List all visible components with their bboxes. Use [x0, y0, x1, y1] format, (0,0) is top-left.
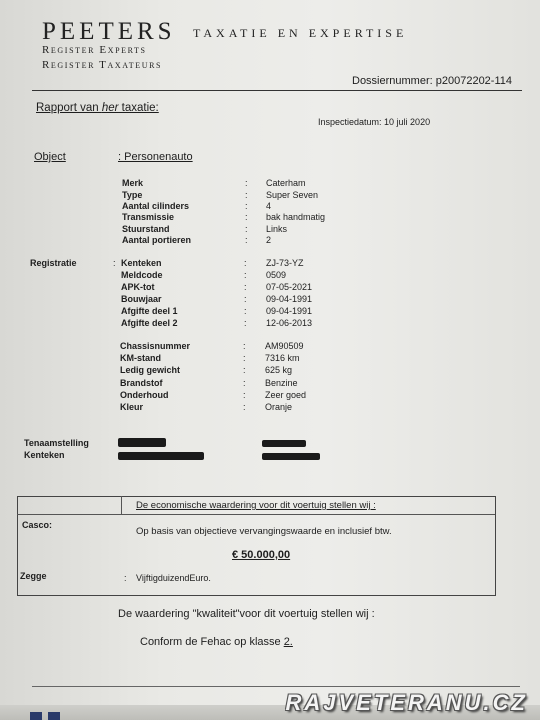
- field-colon: :: [245, 235, 248, 245]
- field-value: 07-05-2021: [266, 282, 313, 292]
- redaction-block: [118, 452, 204, 460]
- field-label: Afgifte deel 2: [121, 318, 178, 328]
- field-colon: :: [245, 224, 248, 234]
- zegge-colon: :: [124, 573, 127, 583]
- field-label: Meldcode: [121, 270, 163, 280]
- company-tagline: TAXATIE EN EXPERTISE: [193, 26, 408, 40]
- field-colon: :: [244, 318, 247, 328]
- field-label: Brandstof: [120, 378, 163, 388]
- field-colon: :: [244, 294, 247, 304]
- field-value: Benzine: [265, 378, 298, 388]
- field-label: Chassisnummer: [120, 341, 191, 351]
- field-value: 12-06-2013: [266, 318, 313, 328]
- watermark: RAJVETERANU.CZ: [285, 690, 528, 715]
- field-label: KM-stand: [120, 353, 161, 363]
- quality-class: Conform de Fehac op klasse 2.: [140, 636, 293, 648]
- field-colon: :: [245, 201, 248, 211]
- field-label: Stuurstand: [122, 224, 170, 234]
- valuation-box-divider: [17, 514, 495, 515]
- quality-statement: De waardering "kwaliteit"voor dit voertuig stellen wij :: [118, 608, 375, 620]
- field-value: AM90509: [265, 341, 304, 351]
- zegge-text: VijftigduizendEuro.: [136, 573, 211, 583]
- field-label: Ledig gewicht: [120, 365, 181, 375]
- field-value: 625 kg: [265, 365, 293, 375]
- object-label: Object: [34, 151, 66, 163]
- field-value: Links: [266, 224, 288, 234]
- field-label: Kenteken: [121, 258, 162, 268]
- field-colon: :: [244, 306, 247, 316]
- field-label: Transmissie: [122, 212, 175, 222]
- field-colon: :: [245, 178, 248, 188]
- field-value: 09-04-1991: [266, 306, 313, 316]
- registration-label: Registratie: [30, 258, 77, 268]
- field-value: ZJ-73-YZ: [266, 258, 304, 268]
- footer-logo-mark: [48, 712, 60, 720]
- field-colon: :: [244, 282, 247, 292]
- valuation-heading: De economische waardering voor dit voertuig stellen wij :: [136, 500, 376, 511]
- field-colon: :: [243, 402, 246, 412]
- field-colon: :: [243, 353, 246, 363]
- inspection-date: Inspectiedatum: 10 juli 2020: [318, 117, 431, 127]
- field-label: APK-tot: [121, 282, 155, 292]
- field-label: Afgifte deel 1: [121, 306, 178, 316]
- company-name: PEETERS: [42, 18, 176, 45]
- footer-divider: [32, 686, 520, 687]
- registration-colon: :: [113, 258, 116, 268]
- field-value: 0509: [266, 270, 287, 280]
- redaction-block: [118, 438, 166, 447]
- footer-logo-mark: [30, 712, 42, 720]
- field-colon: :: [245, 212, 248, 222]
- field-value: 2: [266, 235, 272, 245]
- casco-text: Op basis van objectieve vervangingswaarde en inclusief btw.: [136, 526, 392, 537]
- redaction-block: [262, 453, 320, 460]
- valuation-box-column-line: [121, 496, 122, 514]
- object-value: : Personenauto: [118, 151, 193, 163]
- owner-kenteken-label: Kenteken: [24, 450, 65, 460]
- field-colon: :: [245, 190, 248, 200]
- header-divider: [32, 90, 522, 91]
- redaction-block: [262, 440, 306, 447]
- field-colon: :: [243, 341, 246, 351]
- field-value: bak handmatig: [266, 212, 326, 222]
- zegge-label: Zegge: [20, 571, 47, 581]
- field-label: Type: [122, 190, 143, 200]
- valuation-amount: € 50.000,00: [232, 549, 291, 561]
- field-colon: :: [243, 378, 246, 388]
- dossier-number: Dossiernummer: p20072202-114: [352, 75, 512, 87]
- field-label: Bouwjaar: [121, 294, 162, 304]
- field-value: Zeer goed: [265, 390, 307, 400]
- field-colon: :: [244, 270, 247, 280]
- valuation-box: [17, 496, 496, 596]
- field-label: Aantal portieren: [122, 235, 192, 245]
- field-colon: :: [243, 365, 246, 375]
- field-colon: :: [244, 258, 247, 268]
- tenaamstelling-label: Tenaamstelling: [24, 438, 89, 448]
- field-value: Oranje: [265, 402, 293, 412]
- field-label: Aantal cilinders: [122, 201, 190, 211]
- register-experts: Register Experts: [42, 44, 147, 56]
- register-taxateurs: Register Taxateurs: [42, 59, 163, 71]
- casco-label: Casco:: [22, 520, 53, 530]
- field-value: 09-04-1991: [266, 294, 313, 304]
- field-colon: :: [243, 390, 246, 400]
- field-value: Super Seven: [266, 190, 319, 200]
- field-label: Kleur: [120, 402, 144, 412]
- field-label: Onderhoud: [120, 390, 169, 400]
- field-value: Caterham: [266, 178, 306, 188]
- field-value: 4: [266, 201, 272, 211]
- field-value: 7316 km: [265, 353, 300, 363]
- field-label: Merk: [122, 178, 144, 188]
- report-title: Rapport van her taxatie:: [36, 102, 159, 114]
